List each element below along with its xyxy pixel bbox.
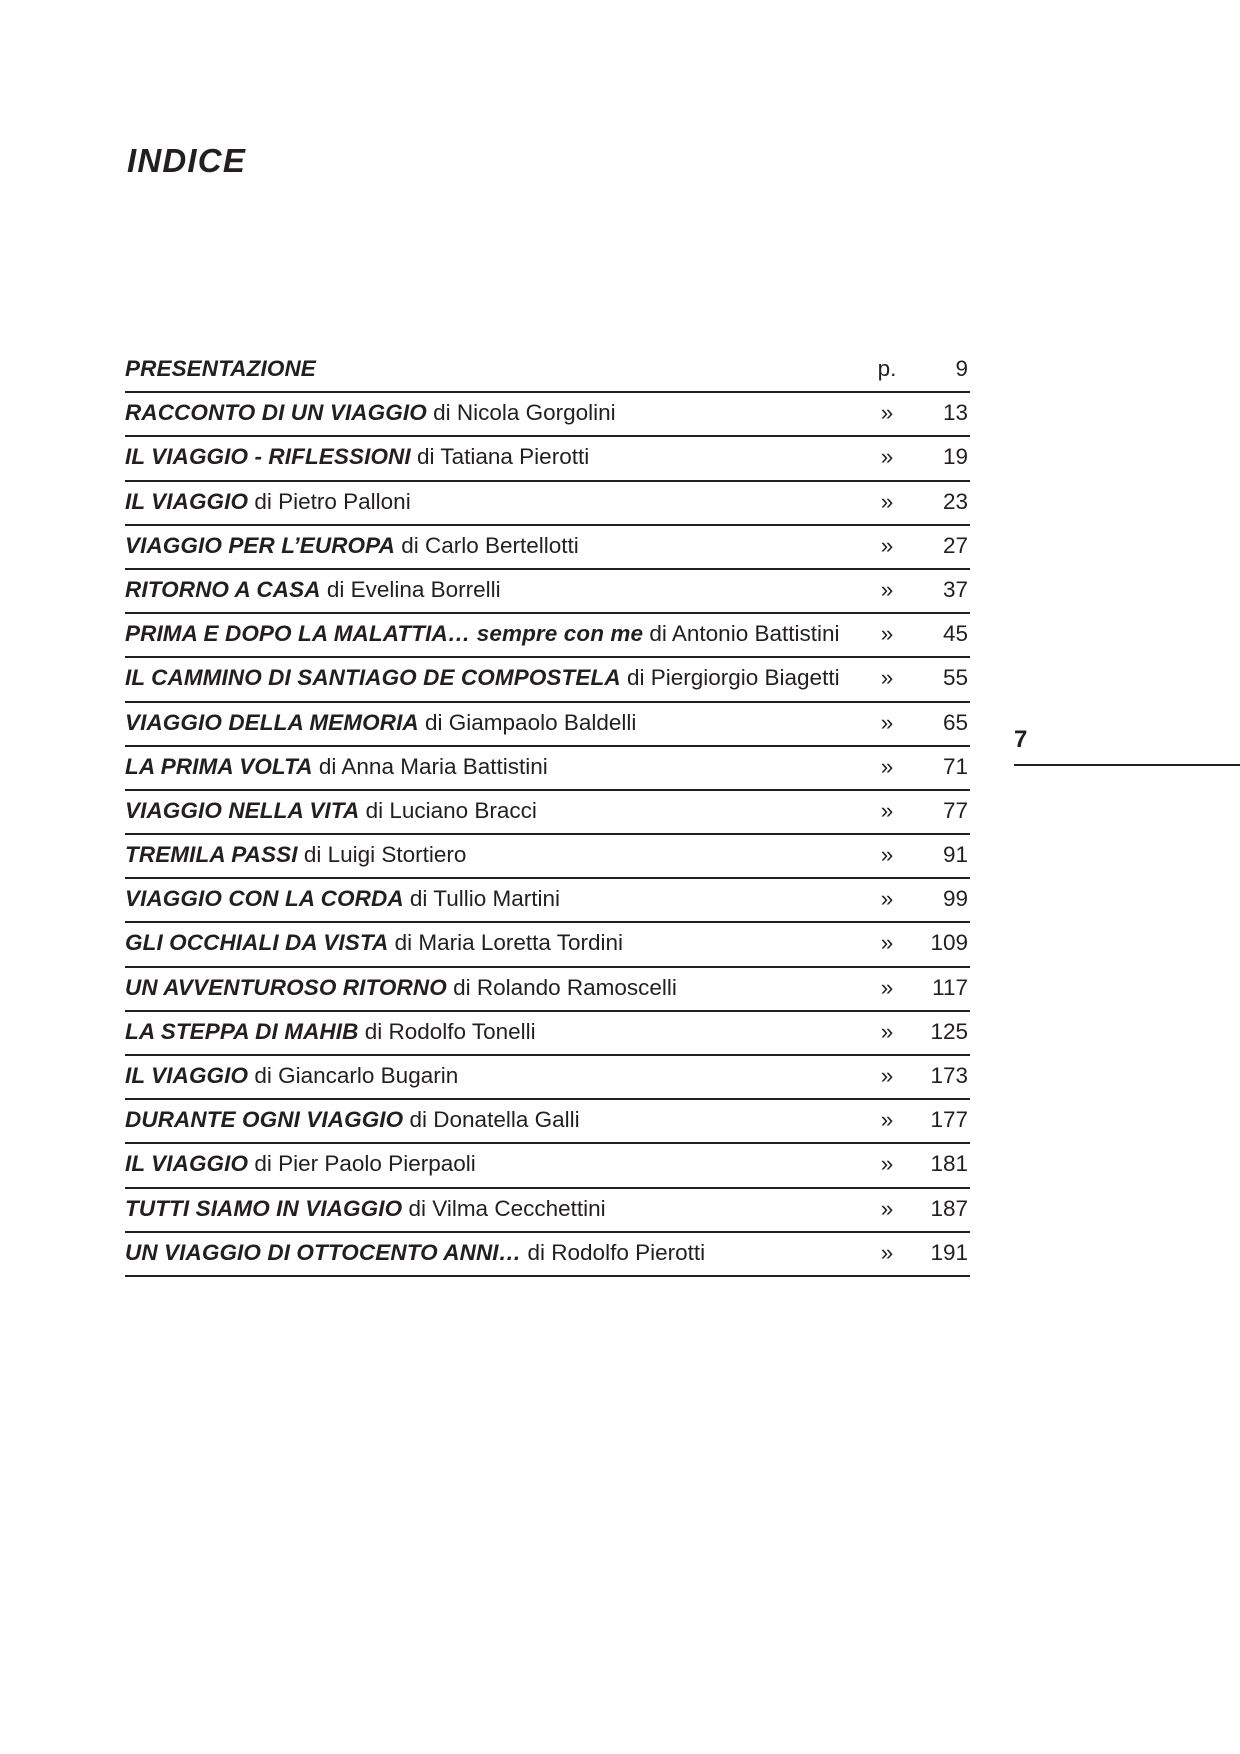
toc-entry-author: di Evelina Borrelli xyxy=(320,576,501,602)
toc-entry-title: VIAGGIO CON LA CORDA xyxy=(125,886,404,912)
toc-entry-title: DURANTE OGNI VIAGGIO xyxy=(125,1107,404,1133)
toc-row[interactable] xyxy=(125,1012,970,1056)
toc-entry-text xyxy=(125,526,864,566)
toc-row[interactable] xyxy=(125,968,970,1012)
toc-entry-text xyxy=(125,658,864,698)
toc-row[interactable] xyxy=(125,1100,970,1144)
folio-rule xyxy=(1014,764,1240,766)
toc-entry-title: LA PRIMA VOLTA xyxy=(125,753,313,779)
toc-row[interactable] xyxy=(125,791,970,835)
toc-entry-text xyxy=(125,879,864,919)
toc-entry-text xyxy=(125,570,864,610)
toc-entry-page-number: 91 xyxy=(942,842,968,868)
toc-entry-text xyxy=(125,923,864,963)
ditto-marker: » xyxy=(880,930,894,956)
toc-entry-author: di Piergiorgio Biagetti xyxy=(620,665,840,691)
toc-entry-text xyxy=(125,437,864,477)
toc-row[interactable] xyxy=(125,349,970,393)
toc-entry-title: RITORNO A CASA xyxy=(125,576,321,602)
toc-entry-author: di Luigi Stortiero xyxy=(297,842,467,868)
toc-entry-page-number: 13 xyxy=(942,400,968,426)
ditto-marker: » xyxy=(880,974,894,1000)
ditto-marker: » xyxy=(880,444,894,470)
toc-entry-title: RACCONTO DI UN VIAGGIO xyxy=(125,400,427,426)
toc-row[interactable] xyxy=(125,437,970,481)
toc-row[interactable] xyxy=(125,482,970,526)
toc-entry-page-number: 19 xyxy=(942,444,968,470)
toc-entry-text xyxy=(125,482,864,522)
toc-entry-title: UN AVVENTUROSO RITORNO xyxy=(125,974,447,1000)
toc-entry-text xyxy=(125,1189,864,1229)
ditto-marker: » xyxy=(880,665,894,691)
toc-entry-page-number: 65 xyxy=(942,709,968,735)
toc-entry-author: di Tullio Martini xyxy=(403,886,560,912)
toc-row[interactable] xyxy=(125,1056,970,1100)
toc-entry-title: TUTTI SIAMO IN VIAGGIO xyxy=(125,1195,403,1221)
toc-entry-author: di Tatiana Pierotti xyxy=(410,444,590,470)
toc-entry-author: di Maria Loretta Tordini xyxy=(388,930,624,956)
toc-entry-title: LA STEPPA DI MAHIB xyxy=(125,1018,359,1044)
toc-entry-title: VIAGGIO NELLA VITA xyxy=(125,797,360,823)
toc-entry-title: IL VIAGGIO xyxy=(125,488,249,514)
toc-entry-author: di Anna Maria Battistini xyxy=(312,753,548,779)
toc-row[interactable] xyxy=(125,923,970,967)
ditto-marker: » xyxy=(880,842,894,868)
toc-entry-text xyxy=(125,349,864,389)
toc-entry-title: IL CAMMINO DI SANTIAGO DE COMPOSTELA xyxy=(125,665,621,691)
ditto-marker: » xyxy=(880,1195,894,1221)
toc-entry-title: VIAGGIO PER L’EUROPA xyxy=(125,532,395,558)
toc-entry-text xyxy=(125,791,864,831)
toc-row[interactable] xyxy=(125,1189,970,1233)
toc-entry-page-number: 55 xyxy=(942,665,968,691)
ditto-marker: » xyxy=(880,621,894,647)
toc-entry-text xyxy=(125,747,864,787)
toc-entry-page-number: 109 xyxy=(930,930,968,956)
toc-entry-text xyxy=(125,835,864,875)
toc-entry-text xyxy=(125,1012,864,1052)
page-folio xyxy=(1000,728,1240,788)
toc-entry-page-number: 27 xyxy=(942,532,968,558)
ditto-marker: » xyxy=(880,797,894,823)
toc-entry-author: di Rodolfo Pierotti xyxy=(521,1239,706,1265)
toc-entry-text xyxy=(125,393,864,433)
toc-entry-text xyxy=(125,968,864,1008)
ditto-marker: » xyxy=(880,1239,894,1265)
toc-entry-text xyxy=(125,703,864,743)
toc-entry-author: di Rodolfo Tonelli xyxy=(358,1018,536,1044)
toc-entry-author: di Rolando Ramoscelli xyxy=(446,974,677,1000)
toc-row[interactable] xyxy=(125,703,970,747)
toc-row[interactable] xyxy=(125,570,970,614)
toc-row[interactable] xyxy=(125,658,970,702)
toc-entry-page-number: 99 xyxy=(942,886,968,912)
toc-entry-title: TREMILA PASSI xyxy=(125,842,298,868)
toc-entry-page-number: 9 xyxy=(955,356,968,381)
ditto-marker: » xyxy=(880,753,894,779)
ditto-marker: » xyxy=(880,400,894,426)
page-title: INDICE xyxy=(127,142,247,180)
toc-entry-title: PRESENTAZIONE xyxy=(125,356,316,381)
toc-entry-page-number: 177 xyxy=(930,1107,968,1133)
toc-entry-title: PRIMA E DOPO LA MALATTIA… sempre con me xyxy=(125,621,644,647)
toc-entry-author: di Carlo Bertellotti xyxy=(394,532,579,558)
page-column-label: p. xyxy=(877,356,897,381)
ditto-marker: » xyxy=(880,886,894,912)
toc-row[interactable] xyxy=(125,879,970,923)
toc-entry-text xyxy=(125,1056,864,1096)
toc-entry-page-number: 77 xyxy=(942,797,968,823)
ditto-marker: » xyxy=(880,1063,894,1088)
table-of-contents xyxy=(125,349,970,1277)
toc-entry-page-number: 117 xyxy=(932,974,968,1000)
toc-row[interactable] xyxy=(125,526,970,570)
toc-entry-title: GLI OCCHIALI DA VISTA xyxy=(125,930,389,956)
toc-entry-author: di Giancarlo Bugarin xyxy=(248,1063,459,1088)
toc-entry-author: di Pietro Palloni xyxy=(248,488,411,514)
toc-entry-author: di Pier Paolo Pierpaoli xyxy=(248,1151,476,1177)
toc-row[interactable] xyxy=(125,747,970,791)
toc-entry-page-number: 71 xyxy=(942,753,968,779)
toc-entry-page-number: 191 xyxy=(930,1239,968,1265)
toc-entry-author: di Vilma Cecchettini xyxy=(402,1195,606,1221)
toc-entry-title: IL VIAGGIO - RIFLESSIONI xyxy=(125,444,411,470)
toc-row[interactable] xyxy=(125,614,970,658)
toc-entry-page-number: 23 xyxy=(942,488,968,514)
ditto-marker: » xyxy=(880,488,894,514)
toc-entry-page-number: 125 xyxy=(930,1018,968,1044)
toc-entry-author: di Giampaolo Baldelli xyxy=(418,709,637,735)
toc-entry-author: di Luciano Bracci xyxy=(359,797,537,823)
toc-entry-page-number: 187 xyxy=(930,1195,968,1221)
ditto-marker: » xyxy=(880,576,894,602)
ditto-marker: » xyxy=(880,1018,894,1044)
toc-entry-title: UN VIAGGIO DI OTTOCENTO ANNI… xyxy=(125,1239,522,1265)
toc-entry-title: VIAGGIO DELLA MEMORIA xyxy=(125,709,419,735)
toc-entry-page-number: 37 xyxy=(942,576,968,602)
toc-entry-author: di Antonio Battistini xyxy=(643,621,840,647)
toc-row[interactable] xyxy=(125,1144,970,1188)
toc-entry-author: di Donatella Galli xyxy=(403,1107,580,1133)
ditto-marker: » xyxy=(880,1107,894,1133)
toc-entry-title: IL VIAGGIO xyxy=(125,1151,249,1177)
toc-entry-text xyxy=(125,1233,864,1273)
ditto-marker: » xyxy=(880,1151,894,1177)
folio-number: 7 xyxy=(1014,726,1028,753)
toc-entry-page-number: 45 xyxy=(942,621,968,647)
toc-row[interactable] xyxy=(125,393,970,437)
toc-entry-title: IL VIAGGIO xyxy=(125,1063,249,1088)
ditto-marker: » xyxy=(880,709,894,735)
ditto-marker: » xyxy=(880,532,894,558)
toc-row[interactable] xyxy=(125,835,970,879)
toc-entry-author: di Nicola Gorgolini xyxy=(426,400,616,426)
toc-entry-page-number: 173 xyxy=(930,1063,968,1088)
toc-entry-text xyxy=(125,1144,864,1184)
toc-entry-text xyxy=(125,614,864,654)
toc-row[interactable] xyxy=(125,1233,970,1277)
toc-entry-text xyxy=(125,1100,864,1140)
toc-entry-page-number: 181 xyxy=(930,1151,968,1177)
